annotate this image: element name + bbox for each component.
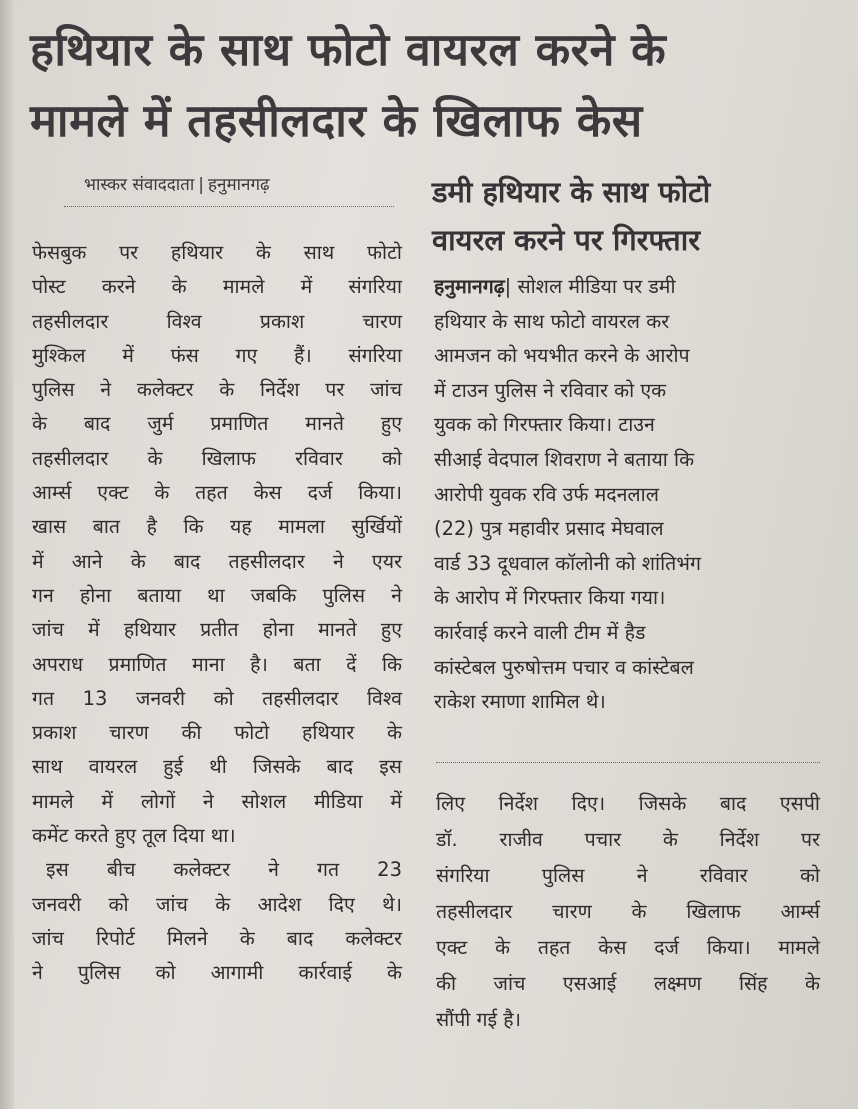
dateline-separator: | xyxy=(504,275,518,298)
story-line: गत 13 जनवरी को तहसीलदार विश्व xyxy=(32,686,402,710)
story-line: राकेश रमाणा शामिल थे। xyxy=(434,690,606,714)
story-line: मामले में लोगों ने सोशल मीडिया में xyxy=(32,789,402,813)
story-line: डॉ. राजीव पचार के निर्देश पर xyxy=(436,828,820,851)
headline-line: हथियार के साथ फोटो वायरल करने के xyxy=(30,23,667,76)
story-line: तहसीलदार चारण के खिलाफ आर्म्स xyxy=(436,900,820,923)
sidebar-headline-line: वायरल करने पर गिरफ्तार xyxy=(432,223,701,257)
story-line: तहसीलदार के खिलाफ रविवार को xyxy=(32,446,402,470)
story-line: कमेंट करते हुए तूल दिया था। xyxy=(32,824,236,848)
story-line: युवक को गिरफ्तार किया। टाउन xyxy=(434,413,655,437)
story-line: सीआई वेदपाल शिवराण ने बताया कि xyxy=(434,447,695,471)
byline-divider xyxy=(64,206,394,207)
story-line: हथियार के साथ फोटो वायरल कर xyxy=(434,309,670,333)
story-line: आरोपी युवक रवि उर्फ मदनलाल xyxy=(434,482,659,506)
story-line: साथ वायरल हुई थी जिसके बाद इस xyxy=(32,755,402,779)
story-line: वार्ड 33 दूधवाल कॉलोनी को शांतिभंग xyxy=(434,551,701,575)
page-fold-shadow xyxy=(0,0,14,1109)
byline-city: हनुमानगढ़ xyxy=(208,175,270,195)
story-line xyxy=(434,270,814,305)
story-line: खास बात है कि यह मामला सुर्खियों xyxy=(32,515,402,539)
main-headline xyxy=(30,14,830,156)
main-story-column xyxy=(32,236,402,991)
story-line: जनवरी को जांच के आदेश दिए थे। xyxy=(32,892,402,916)
dateline: हनुमानगढ़ xyxy=(434,275,505,298)
sidebar-divider xyxy=(436,762,820,763)
story-line: अपराध प्रमाणित माना है। बता दें कि xyxy=(32,652,402,676)
continuation-column xyxy=(436,786,820,1038)
story-line: एक्ट के तहत केस दर्ज किया। मामले xyxy=(436,936,820,959)
story-line: ने पुलिस को आगामी कार्रवाई के xyxy=(32,961,402,985)
story-line: कांस्टेबल पुरुषोत्तम पचार व कांस्टेबल xyxy=(434,655,694,679)
story-line: लिए निर्देश दिए। जिसके बाद एसपी xyxy=(436,792,820,815)
story-line: सौंपी गई है। xyxy=(436,1008,522,1031)
byline-reporter: भास्कर संवाददाता xyxy=(84,175,195,195)
story-line: इस बीच कलेक्टर ने गत 23 xyxy=(46,858,402,882)
story-line: प्रकाश चारण की फोटो हथियार के xyxy=(32,721,402,745)
story-line: पोस्ट करने के मामले में संगरिया xyxy=(32,275,402,299)
story-line: जांच रिपोर्ट मिलने के बाद कलेक्टर xyxy=(32,926,402,950)
byline-separator: | xyxy=(198,175,205,195)
story-line: कार्रवाई करने वाली टीम में हैड xyxy=(434,620,646,644)
story-line: की जांच एसआई लक्ष्मण सिंह के xyxy=(436,972,820,995)
story-line: आर्म्स एक्ट के तहत केस दर्ज किया। xyxy=(32,481,402,505)
sidebar-headline xyxy=(432,168,710,264)
story-line: आमजन को भयभीत करने के आरोप xyxy=(434,344,690,368)
story-line: (22) पुत्र महावीर प्रसाद मेघवाल xyxy=(434,517,664,541)
headline-line: मामले में तहसीलदार के खिलाफ केस xyxy=(30,94,643,147)
byline xyxy=(84,172,270,195)
story-line: तहसीलदार विश्व प्रकाश चारण xyxy=(32,309,402,333)
story-line: जांच में हथियार प्रतीत होना मानते हुए xyxy=(32,618,402,642)
story-line: गन होना बताया था जबकि पुलिस ने xyxy=(32,583,402,607)
story-line-text: सोशल मीडिया पर डमी xyxy=(517,275,676,298)
story-line: फेसबुक पर हथियार के साथ फोटो xyxy=(32,241,402,264)
story-line: के आरोप में गिरफ्तार किया गया। xyxy=(434,586,666,610)
story-line: के बाद जुर्म प्रमाणित मानते हुए xyxy=(32,412,402,436)
story-line: मुश्किल में फंस गए हैं। संगरिया xyxy=(32,343,402,367)
story-line: पुलिस ने कलेक्टर के निर्देश पर जांच xyxy=(32,378,402,402)
sidebar-story-column xyxy=(434,270,814,720)
story-line: में टाउन पुलिस ने रविवार को एक xyxy=(434,378,667,402)
story-line: में आने के बाद तहसीलदार ने एयर xyxy=(32,549,402,573)
story-line: संगरिया पुलिस ने रविवार को xyxy=(436,864,820,887)
sidebar-headline-line: डमी हथियार के साथ फोटो xyxy=(432,175,711,209)
